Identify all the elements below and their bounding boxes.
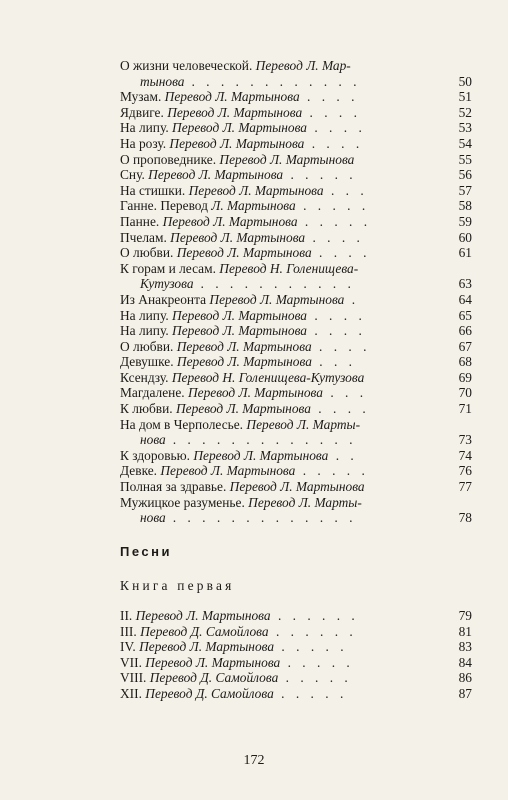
entry-title: Ядвиге. [120, 104, 164, 120]
entry-page-number: 76 [458, 463, 472, 479]
entry-translator: Перевод Л. Мартынова [157, 463, 296, 479]
entry-title: Пчелам. [120, 229, 167, 245]
toc-entry [120, 292, 472, 308]
entry-translator: Перевод Л. Мартынова [184, 385, 323, 401]
entry-title: О любви. [120, 338, 174, 354]
entry-title: Девке. [120, 463, 158, 479]
entry-title: Ксендзу. [120, 369, 169, 385]
dot-leader: . . . . [302, 104, 361, 120]
entry-title: О любви. [120, 245, 174, 261]
toc-entry [120, 167, 472, 183]
dot-leader: . . . . . [297, 213, 372, 229]
entry-title: О жизни человеческой. [120, 58, 253, 73]
entry-title: Из Анакреонта [120, 291, 207, 307]
entry-title: К любви. [120, 401, 173, 417]
dot-leader: . . . . . . . . . . . . . [165, 432, 357, 448]
entry-title: VIII. [120, 670, 147, 686]
entry-page-number: 63 [458, 276, 472, 292]
entry-translator: Перевод Л. Мартынова [163, 104, 303, 120]
toc-entry [120, 686, 472, 702]
entry-continuation: нова . . . . . . . . . . . . . [140, 510, 357, 526]
toc-entry [120, 152, 472, 168]
entry-translator: Перевод Л. Мартынова [168, 120, 308, 136]
dot-leader: . . . . . [283, 167, 357, 183]
entry-title: XII. [120, 685, 142, 701]
dot-leader: . . . . [310, 401, 370, 417]
dot-leader: . . . . . [273, 685, 348, 701]
entry-page-number: 84 [458, 654, 472, 670]
entry-translator: Перевод Л. Мартынова [226, 479, 365, 495]
dot-leader: . . . . . . . . . . . . . [165, 510, 357, 526]
dot-leader: . . . . [299, 89, 359, 105]
dot-leader: . . . . [304, 135, 364, 151]
entry-page-number: 71 [458, 401, 472, 417]
entry-page-number: 59 [458, 213, 472, 229]
entry-title: VII. [120, 654, 142, 670]
toc-entry [120, 136, 472, 152]
entry-translator: Перевод Д. Самойлова [136, 623, 269, 639]
entry-page-number: 87 [458, 685, 472, 701]
entry-title: О проповеднике. [120, 151, 217, 167]
entry-translator: Перевод Л. Мартынова [173, 338, 312, 354]
dot-leader: . . . . . [295, 463, 369, 479]
entry-translator: Перевод Л. Мартынова [168, 323, 308, 339]
toc-entry [120, 463, 472, 479]
entry-title: II. [120, 608, 133, 623]
dot-leader: . . . . [307, 120, 366, 136]
dot-leader: . . . [311, 354, 356, 370]
toc-entry [120, 105, 472, 121]
toc-entry [120, 655, 472, 671]
dot-leader: . . . [323, 182, 368, 198]
entry-translator: Перевод Л. Мартынова [159, 213, 298, 229]
entry-page-number: 58 [458, 198, 472, 214]
entry-translator: Перевод Л. Мар- [252, 58, 351, 73]
toc-entry [120, 417, 472, 448]
entry-page-number: 57 [458, 182, 472, 198]
entry-page-number: 81 [458, 623, 472, 639]
entry-title: На стишки. [120, 182, 186, 198]
entry-translator: Перевод Л. Мартынова [141, 654, 281, 670]
entry-title: Панне. [120, 213, 160, 229]
entry-continuation: тынова . . . . . . . . . . . . [140, 73, 361, 89]
dot-leader: . . . . . [280, 654, 354, 670]
entry-title: IV. [120, 639, 136, 655]
entry-title: На липу. [120, 323, 169, 339]
entry-title: Сну. [120, 167, 145, 183]
toc-entry [120, 214, 472, 230]
entry-translator: Перевод Н. Голенищева-Кутузова [168, 369, 365, 385]
dot-leader: . . . [322, 385, 368, 401]
entry-translator: Перевод Л. Мартынова [173, 354, 312, 370]
toc-entry [120, 198, 472, 214]
entry-translator: Перевод Л. Мартынова [190, 447, 329, 463]
entry-translator: Перевод Л. Мартынова [168, 307, 308, 323]
entry-title: Девушке. [120, 354, 174, 370]
entry-translator: Л. Мартынова [207, 198, 296, 214]
entry-title: На розу. [120, 135, 167, 151]
entry-title: На липу. [120, 307, 169, 323]
toc-entry [120, 479, 472, 495]
entry-title: III. [120, 623, 137, 639]
entry-page-number: 70 [458, 385, 472, 401]
toc-entry [120, 230, 472, 246]
entry-continuation: Кутузова . . . . . . . . . . . [140, 276, 356, 292]
toc-entry [120, 401, 472, 417]
dot-leader: . . . . [307, 307, 366, 323]
dot-leader: . . . . [311, 338, 371, 354]
entry-translator: Перевод Л. Мартынова [166, 229, 306, 245]
entry-translator: Перевод Л. Мартынова [185, 182, 324, 198]
toc-entry [120, 639, 472, 655]
entry-page-number: 86 [458, 670, 472, 686]
toc-entry [120, 670, 472, 686]
entry-translator: Перевод Л. Мартынова [135, 639, 275, 655]
table-of-contents [120, 58, 472, 526]
page-number: 172 [243, 753, 265, 768]
entry-title: На липу. [120, 120, 169, 136]
entry-translator: Перевод Л. Мартынова [172, 401, 311, 417]
toc-entry [120, 448, 472, 464]
entry-page-number: 61 [458, 245, 472, 261]
entry-page-number: 66 [458, 323, 472, 339]
toc-entry [120, 245, 472, 261]
entry-page-number: 77 [458, 479, 472, 495]
entry-page-number: 53 [458, 120, 472, 136]
entry-translator: Перевод Л. Мартынова [173, 245, 312, 261]
entry-translator: Перевод Л. Мартынова [216, 151, 355, 167]
entry-page-number: 50 [458, 73, 472, 89]
entry-translator: Перевод Л. Мартынова [144, 167, 284, 183]
entry-title: Магдалене. [120, 385, 185, 401]
entry-page-number: 55 [458, 151, 472, 167]
entry-page-number: 64 [458, 291, 472, 307]
dot-leader: . . . . [305, 229, 364, 245]
entry-translator: Перевод Л. Мартынова [166, 135, 305, 151]
dot-leader: . . . . . . . . . . . . [184, 73, 361, 89]
entry-page-number: 67 [458, 338, 472, 354]
dot-leader: . . . . [307, 323, 366, 339]
entry-translator: Перевод Л. Мартынова [206, 291, 345, 307]
toc-entry [120, 323, 472, 339]
entry-translator: Перевод Л. Марты- [244, 494, 362, 510]
entry-title: Музам. [120, 89, 162, 105]
toc-entry [120, 120, 472, 136]
entry-page-number: 52 [458, 104, 472, 120]
dot-leader: . . . . . [278, 670, 352, 686]
toc-entry [120, 308, 472, 324]
entry-translator: Перевод Л. Мартынова [132, 608, 271, 623]
toc-entry [120, 370, 472, 386]
entry-translator: Перевод Л. Марты- [243, 416, 361, 432]
entry-page-number: 74 [458, 447, 472, 463]
dot-leader: . [344, 291, 360, 307]
entry-page-number: 54 [458, 135, 472, 151]
dot-leader: . . . . [311, 245, 371, 261]
toc-entry [120, 354, 472, 370]
entry-page-number: 79 [458, 608, 472, 623]
entry-page-number: 73 [458, 432, 472, 448]
entry-page-number: 78 [458, 510, 472, 526]
toc-entry [120, 608, 472, 624]
table-of-contents-songs [120, 608, 472, 702]
entry-translator: Перевод Д. Самойлова [146, 670, 279, 686]
entry-page-number: 83 [458, 639, 472, 655]
entry-page-number: 68 [458, 354, 472, 370]
toc-entry [120, 58, 472, 89]
entry-translator: Перевод Д. Самойлова [141, 685, 274, 701]
dot-leader: . . . . . [295, 198, 370, 214]
dot-leader: . . . . . . [270, 608, 359, 623]
dot-leader: . . . . . [274, 639, 348, 655]
entry-title: К здоровью. [120, 447, 191, 463]
toc-entry [120, 624, 472, 640]
entry-title: Полная за здравье. [120, 479, 227, 495]
toc-entry [120, 183, 472, 199]
entry-page-number: 56 [458, 167, 472, 183]
dot-leader: . . . . . . . . . . . [193, 276, 356, 292]
entry-page-number: 51 [458, 89, 472, 105]
entry-title: На дом в Черполесье. [120, 416, 244, 432]
toc-entry [120, 495, 472, 526]
entry-page-number: 69 [458, 369, 472, 385]
dot-leader: . . [328, 447, 358, 463]
subsection-heading: Книга первая [120, 578, 235, 593]
toc-entry [120, 385, 472, 401]
entry-title: Мужицкое разуменье. [120, 494, 245, 510]
entry-translator: Перевод Л. Мартынова [161, 89, 300, 105]
section-heading: Песни [120, 544, 172, 559]
entry-continuation: нова . . . . . . . . . . . . . [140, 432, 357, 448]
entry-title: Ганне. Перевод [120, 198, 208, 214]
entry-translator: Перевод Н. Голенищева- [215, 260, 359, 276]
toc-entry [120, 261, 472, 292]
toc-entry [120, 89, 472, 105]
entry-page-number: 65 [458, 307, 472, 323]
entry-page-number: 60 [458, 229, 472, 245]
entry-title: К горам и лесам. [120, 260, 216, 276]
dot-leader: . . . . . . [268, 623, 357, 639]
toc-entry [120, 339, 472, 355]
